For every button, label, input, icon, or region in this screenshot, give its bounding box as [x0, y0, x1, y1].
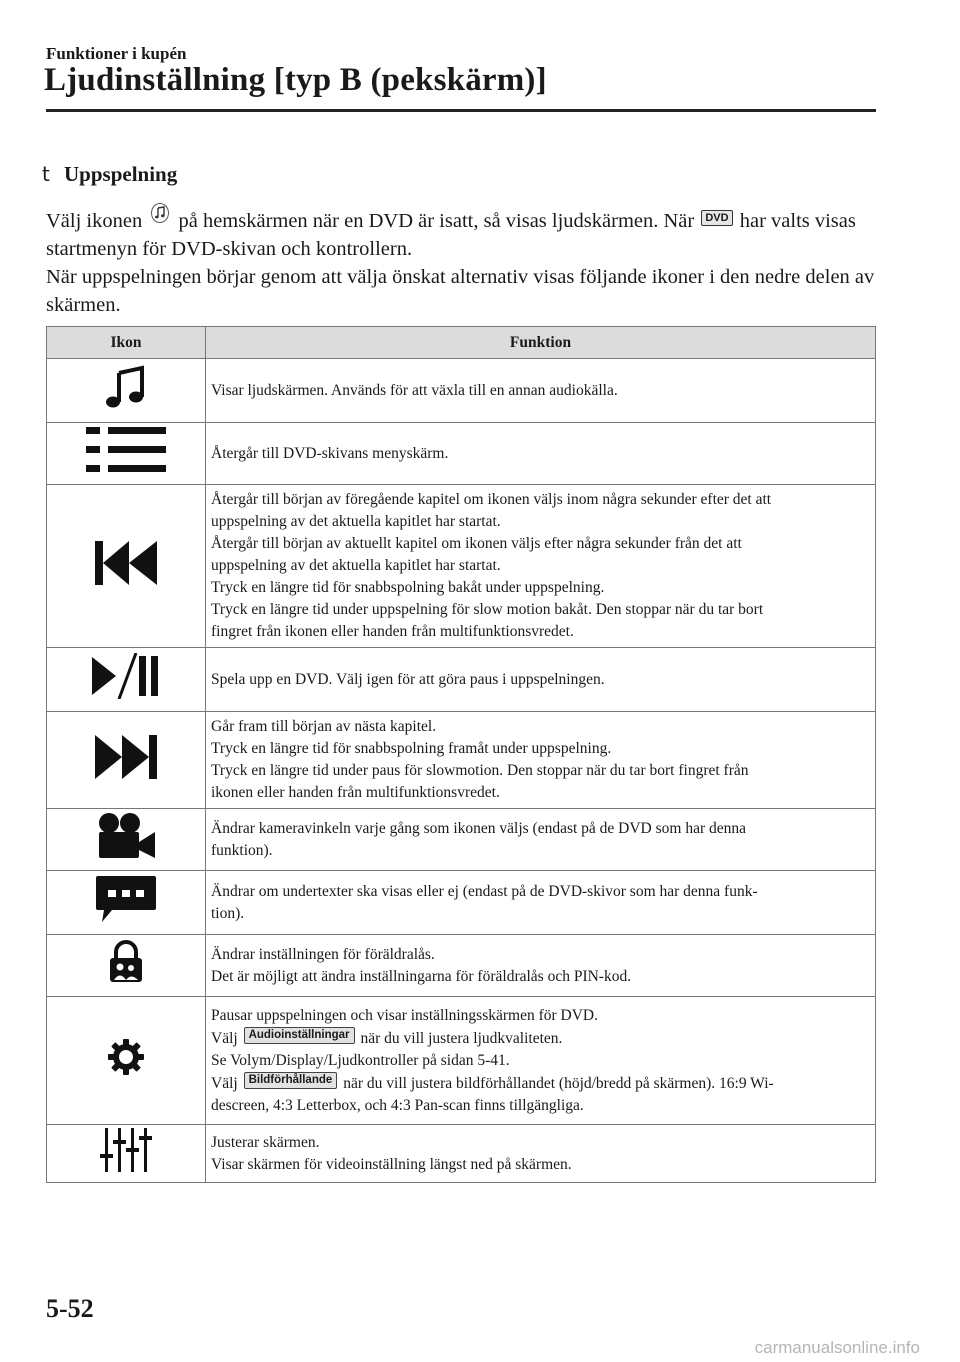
description-line: Ändrar inställningen för föräldralås. [211, 945, 435, 963]
description-line: uppspelning av det aktuella kapitlet har startat. [211, 513, 501, 530]
gear-icon [106, 1064, 146, 1081]
description-line: tion). [211, 904, 245, 922]
section-label: Funktioner i kupén [46, 44, 187, 63]
description-line [211, 1072, 869, 1095]
subtitle-icon [94, 911, 158, 928]
icon-cell [47, 712, 206, 809]
table-row [47, 935, 876, 997]
subheading-label: Uppspelning [64, 162, 178, 186]
function-description [206, 359, 876, 423]
title-rule [46, 109, 876, 112]
description-line: Justerar skärmen. [211, 1133, 320, 1151]
table-row [47, 359, 876, 423]
subheading-bullet: t [42, 162, 50, 186]
description-line: Tryck en längre tid för snabbspolning bakåt under uppspelning. [211, 579, 605, 596]
function-description [206, 871, 876, 935]
camera-angle-icon [95, 847, 157, 864]
menu-list-icon [86, 462, 166, 479]
description-line: fingret från ikonen eller handen från multifunktionsvredet. [211, 623, 574, 640]
intro-paragraph-2: När uppspelningen börjar genom att välja önskat alternativ visas följande ikoner i den nedre delen av skärmen. [46, 266, 875, 316]
icon-cell [47, 485, 206, 648]
header-function: Funktion [206, 327, 876, 359]
description-text: när du vill justera ljudkvaliteten. [360, 1029, 563, 1047]
music-note-icon [102, 396, 150, 413]
table-row [47, 485, 876, 648]
description-line: Ändrar om undertexter ska visas eller ej (endast på de DVD-skivor som har denna funk- [211, 882, 758, 900]
intro-text-part: Välj ikonen [46, 210, 143, 232]
description-line: Tryck en längre tid under uppspelning för slow motion bakåt. Den stoppar när du tar bort [211, 601, 764, 618]
table-row [47, 423, 876, 485]
table-row [47, 809, 876, 871]
description-line: Spela upp en DVD. Välj igen för att göra paus i uppspelningen. [211, 670, 605, 688]
description-line: Tryck en längre tid under paus för slowmotion. Den stoppar när du tar bort fingret från [211, 762, 749, 779]
intro-text-part: på hemskärmen när en DVD är isatt, så visas ljudskärmen. När [178, 210, 695, 232]
intro-paragraph-1 [46, 203, 880, 263]
description-line: funktion). [211, 841, 273, 859]
function-description [206, 648, 876, 712]
description-line: Visar skärmen för videoinställning längst ned på skärmen. [211, 1155, 572, 1173]
parental-lock-icon [108, 971, 144, 988]
description-text: Välj [211, 1074, 238, 1092]
aspect-ratio-button[interactable]: Bildförhållande [244, 1072, 338, 1089]
icon-cell [47, 809, 206, 871]
equalizer-sliders-icon [100, 1161, 152, 1178]
description-line: Ändrar kameravinkeln varje gång som ikonen väljs (endast på de DVD som har denna [211, 819, 747, 837]
description-line: Det är möjligt att ändra inställningarna för föräldralås och PIN-kod. [211, 967, 632, 985]
audio-settings-button[interactable]: Audioinställningar [244, 1027, 355, 1044]
play-pause-icon [92, 686, 160, 703]
function-description [206, 712, 876, 809]
table-row [47, 1125, 876, 1183]
skip-forward-icon [95, 766, 157, 783]
icon-cell [47, 997, 206, 1125]
skip-back-icon [95, 572, 157, 589]
description-line: Se Volym/Display/Ljudkontroller på sidan 5-41. [211, 1051, 510, 1069]
description-line: Pausar uppspelningen och visar inställningsskärmen för DVD. [211, 1006, 599, 1024]
description-line [211, 1027, 869, 1050]
dvd-badge: DVD [701, 210, 732, 226]
icon-cell [47, 935, 206, 997]
icon-cell [47, 1125, 206, 1183]
watermark: carmanualsonline.info [754, 1338, 920, 1357]
function-description [206, 809, 876, 871]
icon-cell [47, 423, 206, 485]
description-line: Går fram till början av nästa kapitel. [211, 718, 437, 735]
header-icon: Ikon [47, 327, 206, 359]
page-number: 5-52 [46, 1294, 94, 1323]
table-header-row [47, 327, 876, 359]
description-line: Återgår till början av föregående kapitel om ikonen väljs inom några sekunder efter det att [211, 491, 772, 508]
description-line: Återgår till början av aktuellt kapitel om ikonen väljs efter några sekunder från det att [211, 535, 742, 552]
subheading [42, 162, 177, 187]
intro-text [46, 203, 880, 319]
icon-cell [47, 359, 206, 423]
function-table [46, 326, 876, 1183]
audio-source-icon [151, 203, 169, 223]
function-description [206, 997, 876, 1125]
description-line: Återgår till DVD-skivans menyskärm. [211, 444, 449, 462]
icon-cell [47, 648, 206, 712]
description-text: när du vill justera bildförhållandet (höjd/bredd på skärmen). 16:9 Wi- [343, 1074, 774, 1092]
description-line: ikonen eller handen från multifunktionsvredet. [211, 784, 500, 801]
description-line: uppspelning av det aktuella kapitlet har startat. [211, 557, 501, 574]
function-description [206, 935, 876, 997]
description-text: Välj [211, 1029, 238, 1047]
description-line: descreen, 4:3 Letterbox, och 4:3 Pan-scan finns tillgängliga. [211, 1096, 584, 1114]
table-row [47, 871, 876, 935]
table-row [47, 712, 876, 809]
intro-text-part: har valts visas startmenyn för DVD-skivan och kontrollern. [46, 210, 856, 260]
description-line: Tryck en längre tid för snabbspolning framåt under uppspelning. [211, 740, 612, 757]
icon-cell [47, 871, 206, 935]
description-line: Visar ljudskärmen. Används för att växla till en annan audiokälla. [211, 381, 618, 399]
table-row [47, 648, 876, 712]
page-title: Ljudinställning [typ B (pekskärm)] [44, 62, 547, 98]
function-description [206, 1125, 876, 1183]
table-row [47, 997, 876, 1125]
function-description [206, 423, 876, 485]
function-description [206, 485, 876, 648]
